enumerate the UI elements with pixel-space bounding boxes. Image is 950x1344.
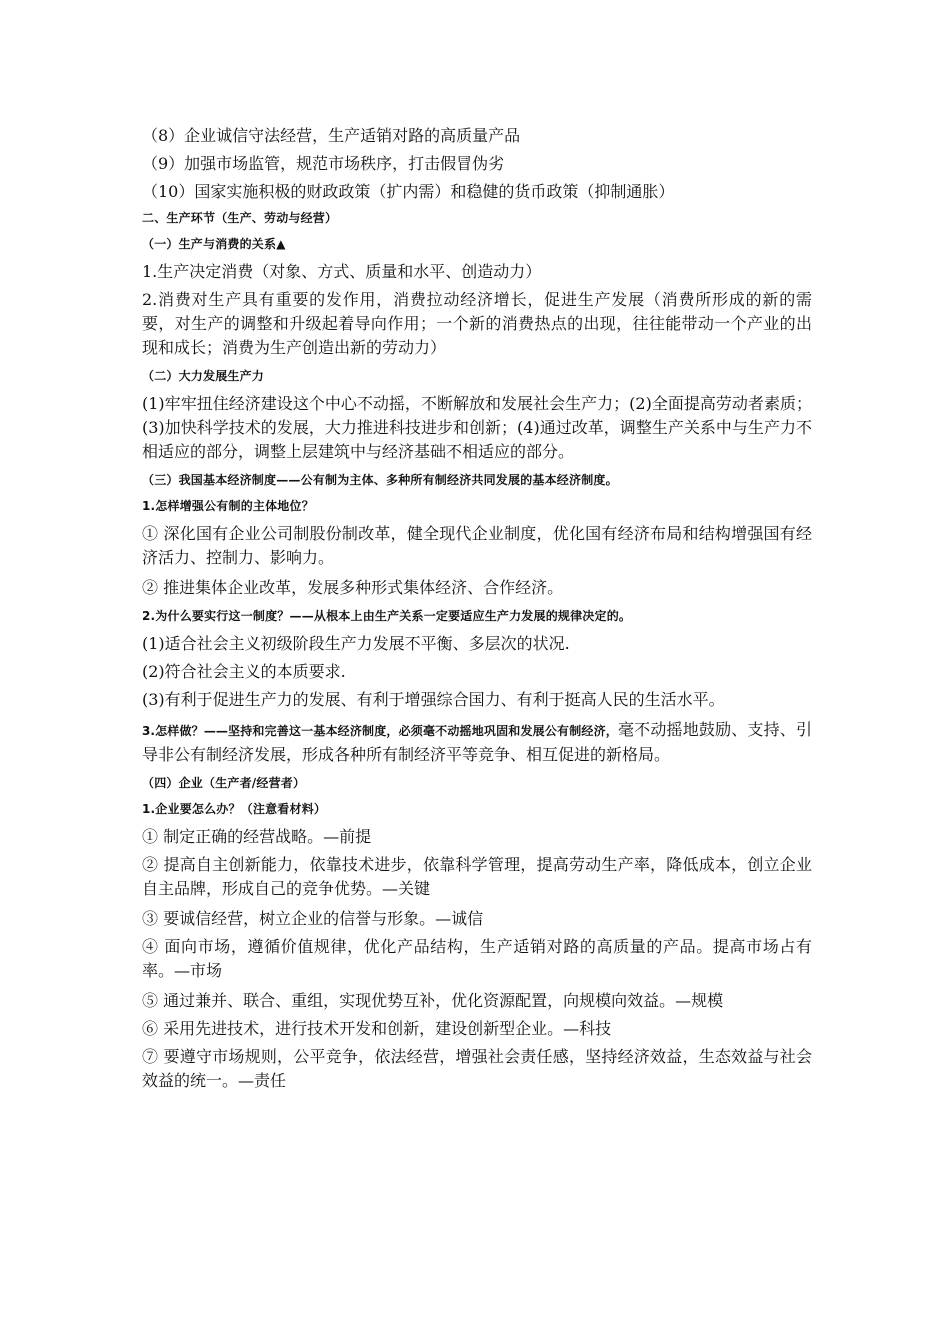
question-heading: 1.怎样增强公有制的主体地位？ bbox=[142, 499, 314, 513]
list-item: ① 制定正确的经营战略。—前提 bbox=[142, 827, 372, 846]
list-item: ③ 要诚信经营，树立企业的信誉与形象。—诚信 bbox=[142, 909, 484, 928]
text-line: 1.生产决定消费（对象、方式、质量和水平、创造动力） bbox=[142, 262, 542, 281]
question-heading: 2.为什么要实行这一制度？——从根本上由生产关系一定要适应生产力发展的规律决定的。 bbox=[142, 609, 632, 623]
list-item: ② 提高自主创新能力，依靠技术进步，依靠科学管理，提高劳动生产率，降低成本，创立企业自主品牌，形成自己的竞争优势。—关键 bbox=[142, 855, 812, 898]
list-item: (1)适合社会主义初级阶段生产力发展不平衡、多层次的状况. bbox=[142, 634, 570, 653]
text-paragraph: 2.消费对生产具有重要的发作用，消费拉动经济增长，促进生产发展（消费所形成的新的需要，对生产的调整和升级起着导向作用；一个新的消费热点的出现，往往能带动一个产业的出现和成长；消费为生产创造出新的劳动力） bbox=[142, 290, 812, 357]
subsection-heading: （三）我国基本经济制度——公有制为主体、多种所有制经济共同发展的基本经济制度。 bbox=[142, 473, 618, 487]
subsection-heading: （四）企业（生产者/经营者） bbox=[142, 776, 306, 790]
bold-lead: 3.怎样做？——坚持和完善这一基本经济制度，必须毫不动摇地巩固和发展公有制经济， bbox=[142, 724, 618, 738]
section-heading: 二、生产环节（生产、劳动与经营） bbox=[142, 211, 338, 225]
list-item: (2)符合社会主义的本质要求. bbox=[142, 662, 346, 681]
question-heading: 1.企业要怎么办？（注意看材料） bbox=[142, 802, 327, 816]
list-item: (3)有利于促进生产力的发展、有利于增强综合国力、有利于挺高人民的生活水平。 bbox=[142, 690, 725, 709]
document-page bbox=[142, 124, 812, 1099]
list-item: ⑤ 通过兼并、联合、重组，实现优势互补，优化资源配置，向规模向效益。—规模 bbox=[142, 991, 724, 1010]
text-line: （10）国家实施积极的财政政策（扩内需）和稳健的货币政策（抑制通胀） bbox=[142, 182, 675, 201]
list-item: ④ 面向市场，遵循价值规律，优化产品结构，生产适销对路的高质量的产品。提高市场占有率。—市场 bbox=[142, 937, 812, 980]
text-paragraph bbox=[142, 718, 812, 767]
list-item: ⑦ 要遵守市场规则，公平竞争，依法经营，增强社会责任感，坚持经济效益，生态效益与社会效益的统一。—责任 bbox=[142, 1047, 812, 1090]
text-line: （8）企业诚信守法经营，生产适销对路的高质量产品 bbox=[142, 126, 521, 145]
subsection-heading: （二）大力发展生产力 bbox=[142, 369, 265, 383]
subsection-heading: （一）生产与消费的关系▲ bbox=[142, 237, 286, 251]
text-line: （9）加强市场监管，规范市场秩序，打击假冒伪劣 bbox=[142, 154, 505, 173]
text-paragraph: (1)牢牢扭住经济建设这个中心不动摇，不断解放和发展社会生产力；(2)全面提高劳动者素质；(3)加快科学技术的发展，大力推进科技进步和创新；(4)通过改革，调整生产关系中与生产力不相适应的部分，调整上层建筑中与经济基础不相适应的部分。 bbox=[142, 394, 812, 461]
paragraph-rest: 毫不动摇地鼓励、支持、引导非公有制经济发展，形成各种所有制经济平等竞争、相互促进的新格局。 bbox=[142, 720, 812, 764]
list-item: ② 推进集体企业改革，发展多种形式集体经济、合作经济。 bbox=[142, 578, 564, 597]
list-item: ① 深化国有企业公司制股份制改革，健全现代企业制度，优化国有经济布局和结构增强国有经济活力、控制力、影响力。 bbox=[142, 524, 812, 567]
list-item: ⑥ 采用先进技术，进行技术开发和创新，建设创新型企业。—科技 bbox=[142, 1019, 612, 1038]
